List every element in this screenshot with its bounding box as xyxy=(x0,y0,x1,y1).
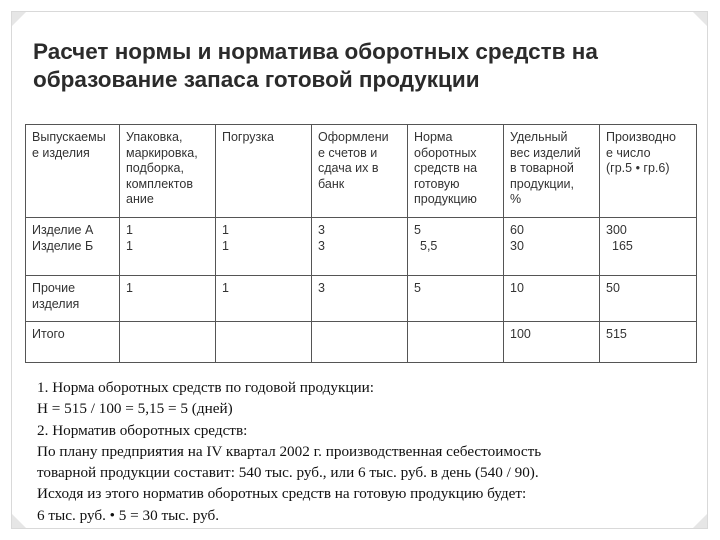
corner-decoration xyxy=(693,12,707,26)
table-cell: 10 xyxy=(504,276,600,322)
header-cell: Погрузка xyxy=(216,125,312,218)
table-cell xyxy=(216,322,312,363)
table-cell: Итого xyxy=(26,322,120,363)
note-line: По плану предприятия на IV квартал 2002 г. производственная себестоимость xyxy=(37,442,542,460)
norm-table xyxy=(25,124,697,363)
slide-title xyxy=(33,38,673,94)
table-cell: 1 1 xyxy=(120,218,216,276)
table-cell: Прочие изделия xyxy=(26,276,120,322)
table-cell: 300 165 xyxy=(600,218,697,276)
table-cell: 60 30 xyxy=(504,218,600,276)
header-cell: Удельный вес изделий в товарной продукции, % xyxy=(504,125,600,218)
table-row xyxy=(26,218,697,276)
table-cell: 5 xyxy=(408,276,504,322)
title-line: образование запаса готовой продукции xyxy=(33,67,480,92)
header-cell: Оформлени е счетов и сдача их в банк xyxy=(312,125,408,218)
table-cell: 3 xyxy=(312,276,408,322)
table-cell: 1 xyxy=(216,276,312,322)
header-cell: Производно е число (гр.5 • гр.6) xyxy=(600,125,697,218)
note-line: Исходя из этого норматив оборотных средств на готовую продукцию будет: xyxy=(37,485,527,503)
table-cell: 5 5,5 xyxy=(408,218,504,276)
header-cell: Выпускаемы е изделия xyxy=(26,125,120,218)
table-header-row xyxy=(26,125,697,218)
table-row xyxy=(26,276,697,322)
title-line: Расчет нормы и норматива оборотных средств на xyxy=(33,39,598,64)
table-cell: 100 xyxy=(504,322,600,363)
table-cell: 1 xyxy=(120,276,216,322)
note-line: 1. Норма оборотных средств по годовой продукции: xyxy=(37,379,374,396)
table-cell xyxy=(120,322,216,363)
table-cell: 515 xyxy=(600,322,697,363)
calculation-notes xyxy=(37,377,707,526)
header-cell: Норма оборотных средств на готовую продукцию xyxy=(408,125,504,218)
table-cell: 3 3 xyxy=(312,218,408,276)
note-line: 6 тыс. руб. • 5 = 30 тыс. руб. xyxy=(37,506,220,524)
table-cell: 1 1 xyxy=(216,218,312,276)
note-line: товарной продукции составит: 540 тыс. руб., или 6 тыс. руб. в день (540 / 90). xyxy=(37,464,539,482)
table-cell: Изделие А Изделие Б xyxy=(26,218,120,276)
table-cell xyxy=(312,322,408,363)
note-line: Н = 515 / 100 = 5,15 = 5 (дней) xyxy=(37,400,233,418)
corner-decoration xyxy=(12,12,26,26)
corner-decoration xyxy=(12,514,26,528)
header-cell: Упаковка, маркировка, подборка, комплектов ание xyxy=(120,125,216,218)
table-total-row xyxy=(26,322,697,363)
table-cell xyxy=(408,322,504,363)
table-cell: 50 xyxy=(600,276,697,322)
note-line: 2. Норматив оборотных средств: xyxy=(37,421,248,439)
